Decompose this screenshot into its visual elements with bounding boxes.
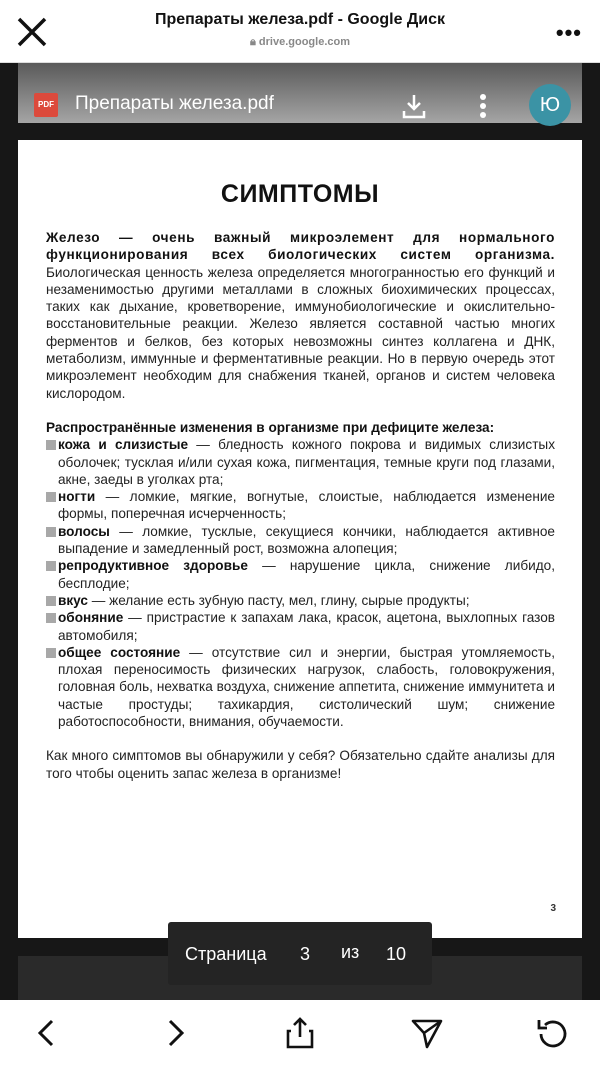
bullet-icon — [46, 492, 56, 502]
list-item: ногти — ломкие, мягкие, вогнутые, слоистые, наблюдается изменение формы, поперечная исчерченность; — [46, 488, 555, 523]
viewer-header — [18, 63, 582, 123]
forward-icon[interactable] — [158, 1016, 192, 1050]
share-icon[interactable] — [283, 1016, 317, 1050]
list-item: репродуктивное здоровье — нарушение цикла, снижение либидо, бесплодие; — [46, 557, 555, 592]
list-item: обоняние — пристрастие к запахам лака, красок, ацетона, выхлопных газов автомобиля; — [46, 609, 555, 644]
page-indicator — [168, 922, 432, 985]
more-vert-icon[interactable] — [479, 93, 487, 119]
download-icon[interactable] — [402, 93, 426, 119]
page-number: 3 — [550, 903, 556, 914]
document-body — [46, 229, 555, 782]
bullet-icon — [46, 596, 56, 606]
section-title: Распространённые изменения в организме при дефиците железа: — [46, 419, 495, 435]
intro-paragraph — [46, 229, 555, 402]
reload-icon[interactable] — [536, 1016, 570, 1050]
of-label: из — [341, 942, 360, 962]
document-heading: СИМПТОМЫ — [220, 180, 380, 208]
closing-paragraph: Как много симптомов вы обнаружили у себя? Обязательно сдайте анализы для того чтобы оценить запас железа в организме! — [46, 748, 555, 781]
list-item: общее состояние — отсутствие сил и энергии, быстрая утомляемость, плохая переносимость физических нагрузок, слабость, головокружения, головная боль, нехватка воздуха, снижение аппетита, снижение иммунитета и частые простуды; тахикардия, систолический шум; снижение работоспособности, внимания, обучаемости. — [46, 644, 555, 730]
list-item: кожа и слизистые — бледность кожного покрова и видимых слизистых оболочек; тусклая и/или сухая кожа, пигментация, темные круги под глазами, акне, заеды в уголках рта; — [46, 436, 555, 488]
lead-text: Железо — очень важный микроэлемент для нормального функционирования всех биологических систем организма. — [46, 230, 555, 263]
page-label: Страница — [185, 944, 267, 964]
pdf-page — [18, 140, 582, 938]
lock-icon: 🔒︎ — [250, 36, 256, 48]
file-name: Препараты железа.pdf — [75, 93, 274, 114]
bullet-icon — [46, 440, 56, 450]
list-item: вкус — желание есть зубную пасту, мел, глину, сырые продукты; — [46, 592, 555, 609]
bullet-icon — [46, 613, 56, 623]
browser-top-bar — [0, 0, 600, 63]
bullet-icon — [46, 561, 56, 571]
back-icon[interactable] — [30, 1016, 64, 1050]
bullet-icon — [46, 648, 56, 658]
intro-text: Биологическая ценность железа определяется многогранностью его функций и незаменимостью другими металлами в сложных биохимических процессах, таких как дыхание, кроветворение, иммунобиологические и окислительно-восстановительные реакции. Железо является составной частью многих ферментов и белков, без которых невозможны синтез коллагена и ДНК, метаболизм, иммунные и ферментативные реакции. Но в первую очередь этот микроэлемент необходим для снабжения тканей, органов и систем человека кислородом. — [46, 264, 555, 401]
avatar[interactable]: Ю — [529, 84, 571, 126]
url-label — [0, 36, 600, 49]
list-item: волосы — ломкие, тусклые, секущиеся кончики, наблюдается активное выпадение и замедленный рост, возможна алопеция; — [46, 523, 555, 558]
symptom-list — [46, 436, 555, 730]
send-icon[interactable] — [410, 1016, 444, 1050]
url-text: drive.google.com — [258, 36, 350, 48]
browser-bottom-bar — [0, 1000, 600, 1066]
total-pages: 10 — [386, 944, 407, 964]
page-title: Препараты железа.pdf - Google Диск — [154, 11, 446, 28]
more-icon[interactable]: ••• — [555, 20, 582, 45]
bullet-icon — [46, 527, 56, 537]
current-page: 3 — [300, 944, 311, 964]
pdf-file-icon: PDF — [34, 93, 58, 117]
pdf-viewer[interactable] — [0, 63, 600, 1000]
